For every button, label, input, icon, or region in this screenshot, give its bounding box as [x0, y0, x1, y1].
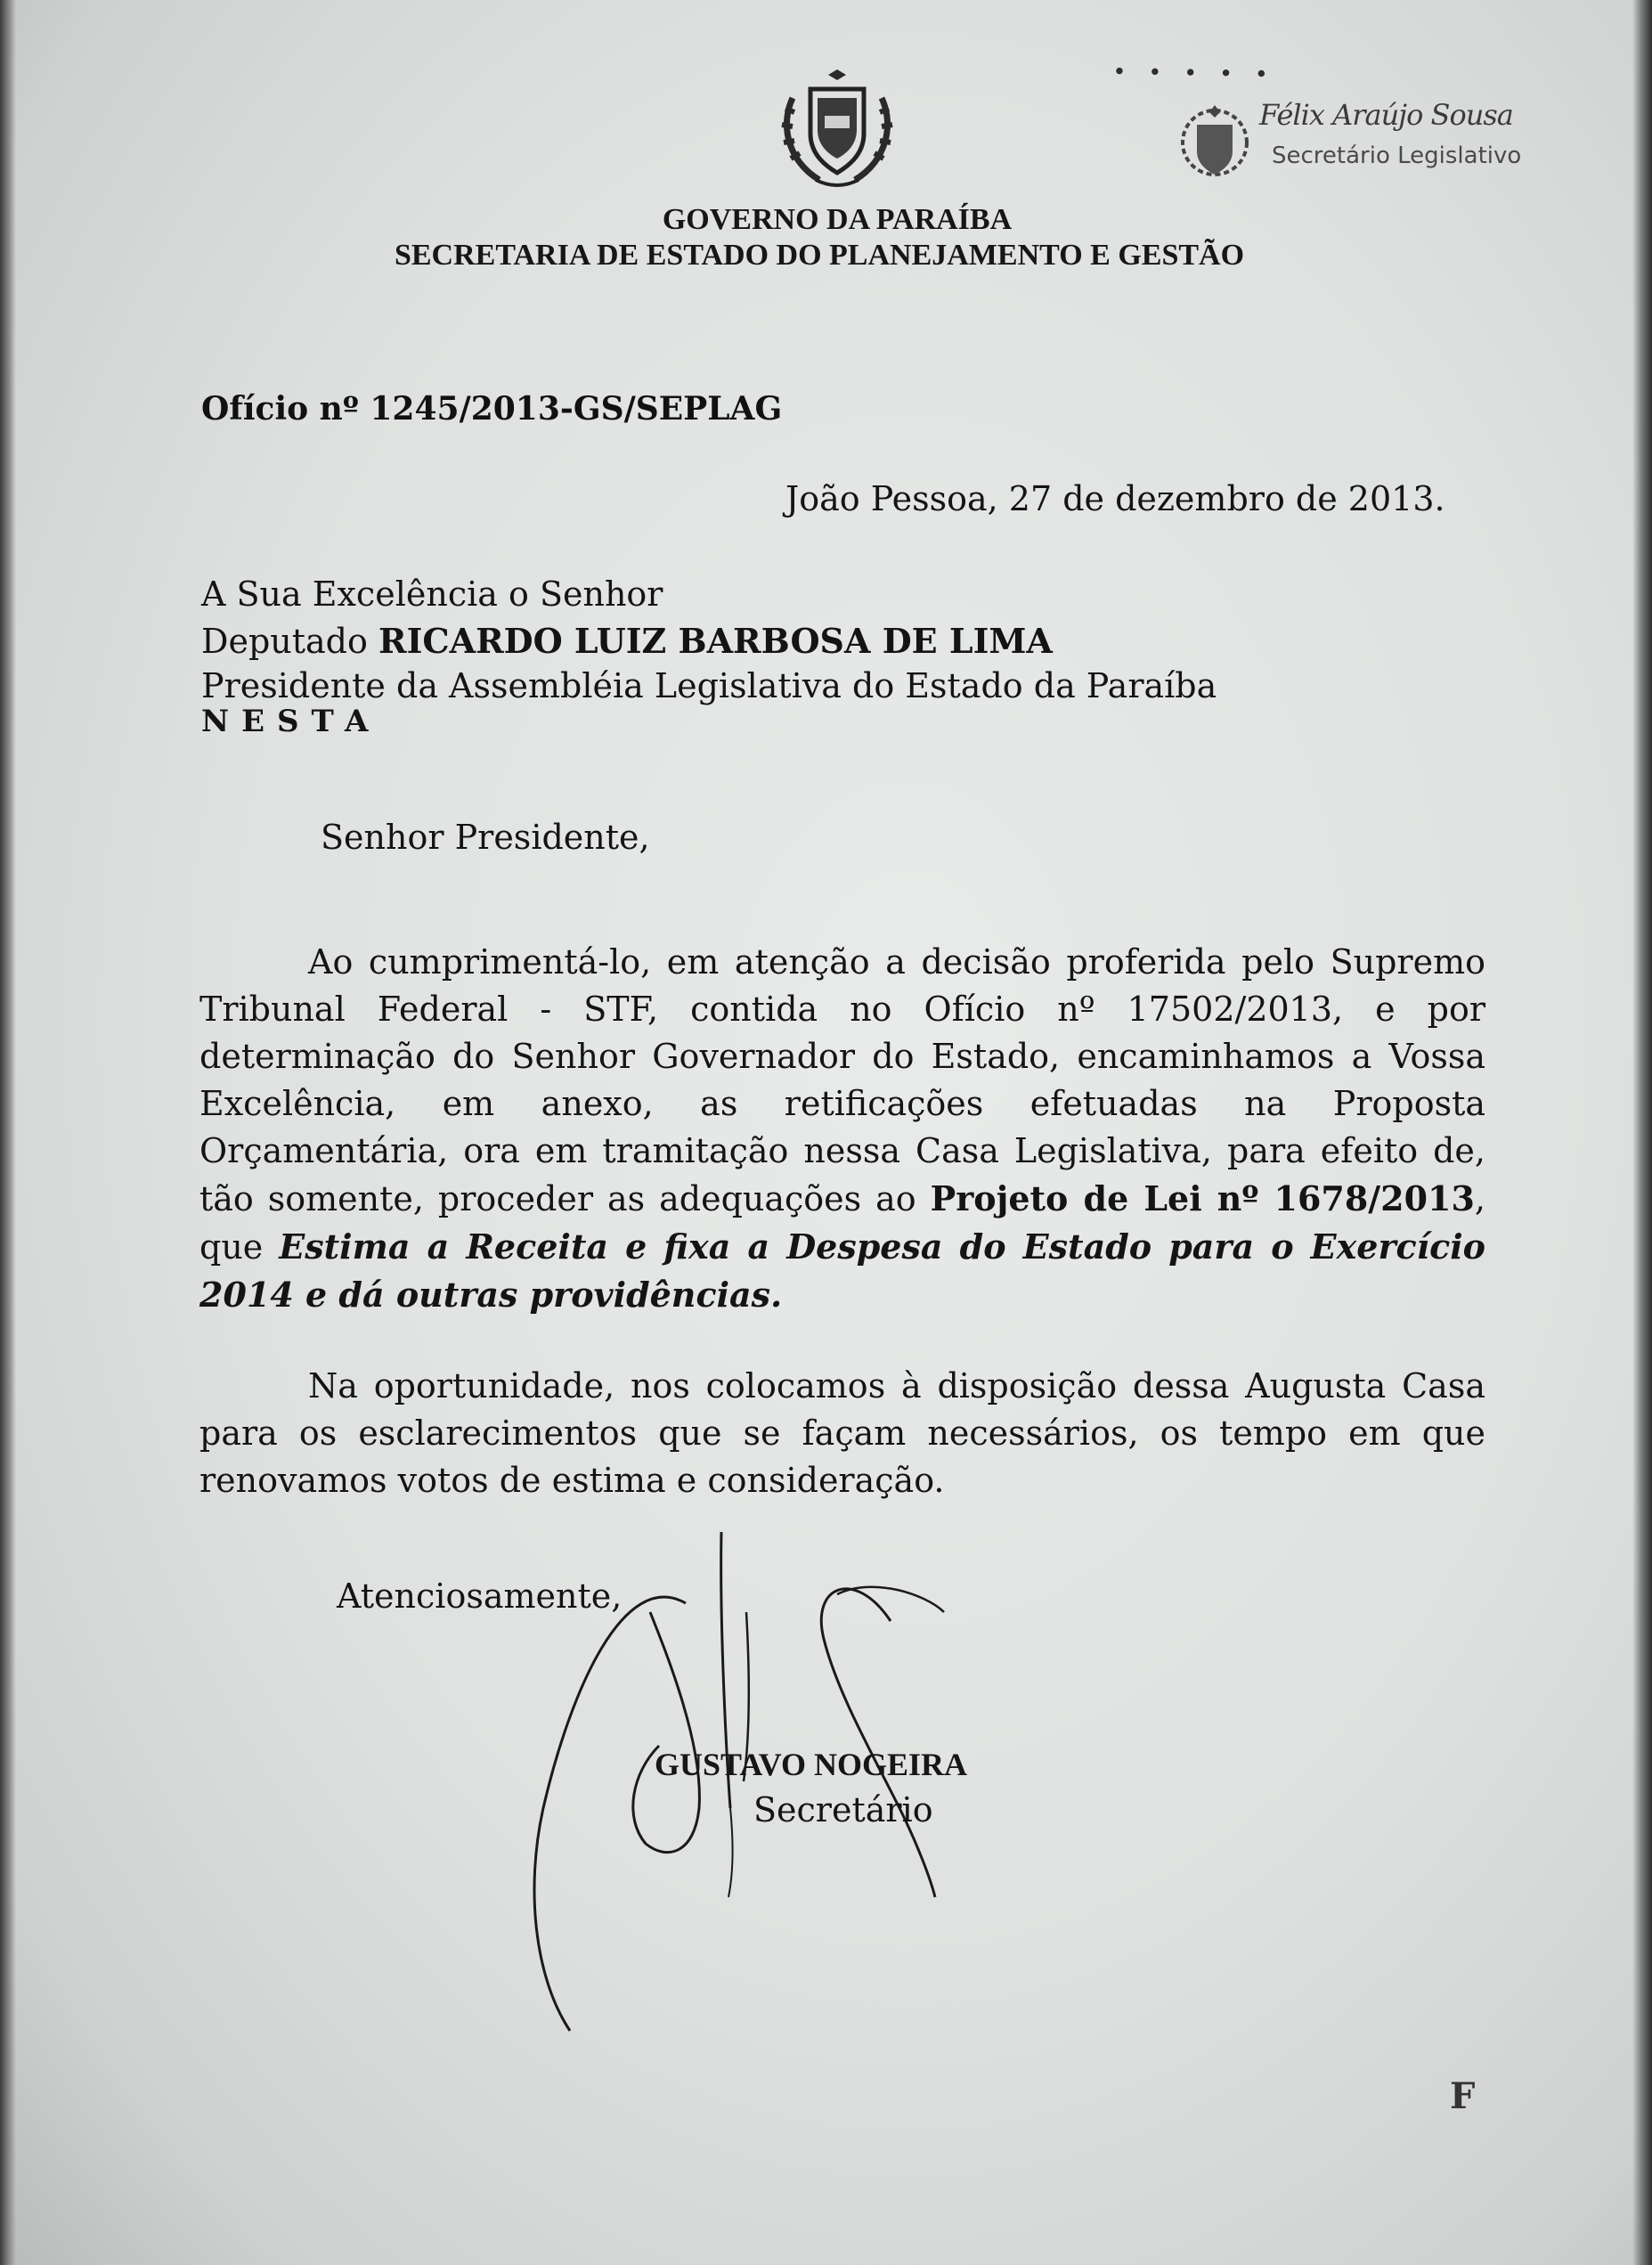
- addressee-name: RICARDO LUIZ BARBOSA DE LIMA: [378, 621, 1053, 661]
- addressee-line3: Presidente da Assembléia Legislativa do Estado da Paraíba: [201, 666, 1217, 705]
- paraiba-coat-of-arms-icon: [766, 62, 908, 196]
- addressee-title: Deputado: [201, 622, 368, 661]
- addressee-line4: NESTA: [201, 704, 381, 739]
- addressee-line1: A Sua Excelência o Senhor: [201, 574, 663, 614]
- stamp-role: Secretário Legislativo: [1272, 143, 1522, 169]
- page-shadow-left: [0, 0, 16, 2265]
- addressee-line2: [201, 621, 1053, 661]
- paragraph1-bill-number: Projeto de Lei nº 1678/2013: [930, 1178, 1475, 1218]
- stamp-name: Félix Araújo Sousa: [1259, 98, 1513, 132]
- initials-mark: F: [1450, 2075, 1476, 2117]
- paragraph1-bill-title: Estima a Receita e fixa a Despesa do Estado para o Exercício 2014 e dá outras providências.: [199, 1226, 1485, 1315]
- paragraph1-text-a: Ao cumprimentá-lo, em atenção a decisão proferida pelo Supremo Tribunal Federal - STF, contida no Ofício nº 17502/2013, e por determinação do Senhor Governador do Estado, encaminhamos a Vossa Excelência, em anexo, as retificações efetuadas na Proposta Orçamentária, ora em tramitação nessa Casa Legislativa, para efeito de, tão somente, proceder as adequações ao: [199, 942, 1485, 1218]
- signer-role: Secretário: [753, 1790, 933, 1829]
- signer-name: GUSTAVO NOGEIRA: [655, 1747, 968, 1782]
- body-paragraph-1: [199, 939, 1485, 1319]
- header-secretariat: SECRETARIA DE ESTADO DO PLANEJAMENTO E GESTÃO: [394, 239, 1245, 272]
- salutation: Senhor Presidente,: [321, 818, 650, 857]
- header-government: GOVERNO DA PARAÍBA: [662, 203, 1013, 236]
- legislative-stamp-icon: [1174, 98, 1256, 183]
- stamp-number: · · · · ·: [1112, 50, 1274, 95]
- oficio-number: Ofício nº 1245/2013-GS/SEPLAG: [201, 390, 783, 428]
- closing: Atenciosamente,: [337, 1577, 623, 1616]
- page-shadow-right: [1632, 0, 1652, 2265]
- paragraph1-text-b: , que: [199, 1179, 1486, 1267]
- body-paragraph-2: Na oportunidade, nos colocamos à disposição dessa Augusta Casa para os esclarecimentos que se façam necessários, os tempo em que renovamos votos de estima e consideração.: [199, 1366, 1485, 1500]
- bleed-through-text: [267, 775, 290, 841]
- letter-date: João Pessoa, 27 de dezembro de 2013.: [785, 479, 1445, 518]
